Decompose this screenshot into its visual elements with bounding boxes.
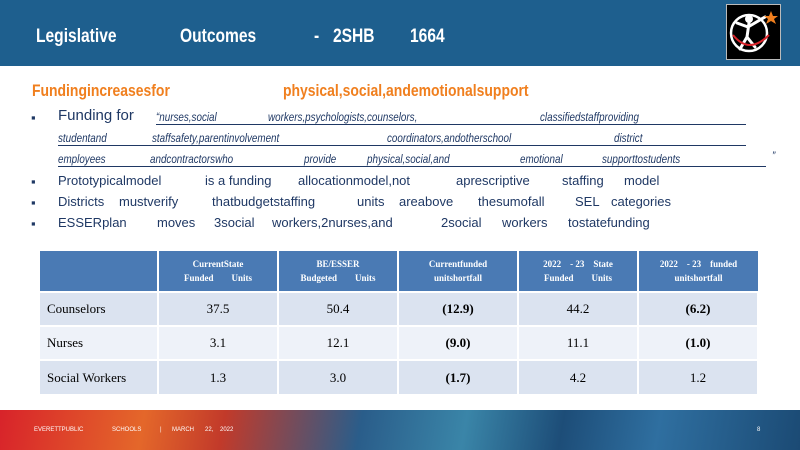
table-cell: 37.5 [158,292,278,326]
table-cell: (12.9) [398,292,518,326]
underline [156,124,746,125]
bullet-text: district [614,131,643,145]
slide-title-word: 2SHB [333,26,375,47]
bullet-text: workers,2nurses,and [272,215,393,230]
bullet-text: 2social [441,215,482,230]
bullet-text: studentand [58,131,107,145]
bullet-text: classifiedstaffproviding [540,110,640,124]
bullet-text: is a funding [205,173,272,188]
bullet-text: ESSERplan [58,215,127,230]
bullet-text: tostatefunding [568,215,650,230]
bullet-text: ” [772,149,776,163]
bullet-text: units [357,194,385,209]
underline [58,166,766,167]
bullet-text: mustverify [119,194,179,209]
slide-title-word: - [314,26,320,47]
staffing-table [40,251,759,394]
footer-text: EVERETTPUBLIC [34,427,84,433]
table-cell: (1.7) [398,360,518,394]
bullet-marker: ▪ [31,216,36,231]
bullet-text: staffing [562,173,604,188]
bullet-text: “nurses,social [156,110,217,124]
table-cell: 12.1 [278,326,398,360]
bullet-marker: ▪ [31,174,36,189]
column-header: CurrentState Funded Units [158,251,278,292]
bullet-text: allocationmodel,not [298,173,411,188]
row-label: Nurses [40,326,158,360]
table-cell: 1.3 [158,360,278,394]
row-label: Counselors [40,292,158,326]
footer-text: 2022 [220,427,234,433]
bullet-lead: Funding for [58,107,134,124]
bullet-text: andcontractorswho [150,152,234,166]
bullet-text: Prototypicalmodel [58,173,162,188]
footer-text: | [160,427,162,433]
bullet-text: model [624,173,660,188]
bullet-text: physical,social,and [367,152,450,166]
slide-title-word: 1664 [410,26,445,47]
bullet-text: coordinators,andotherschool [387,131,512,145]
bullet-text: provide [304,152,337,166]
bullet-marker: ▪ [31,110,36,125]
figure-with-star-logo-icon [726,4,781,60]
table-cell: 44.2 [518,292,638,326]
bullet-text: workers,psychologists,counselors, [268,110,418,124]
bullet-text: aprescriptive [456,173,530,188]
column-header: 2022 - 23 funded unitshortfall [638,251,758,292]
table-cell: 50.4 [278,292,398,326]
table-cell: 3.0 [278,360,398,394]
row-label: Social Workers [40,360,158,394]
column-header [40,251,158,292]
bullet-text: 3social [214,215,255,230]
footer-text: SCHOOLS [112,427,142,433]
bullet-text: staffsafety,parentinvolvement [152,131,280,145]
bullet-text: employees [58,152,106,166]
footer-text: MARCH [172,427,194,433]
slide-title-word: Outcomes [180,26,257,47]
subtitle-part: Fundingincreasesfor [32,81,170,100]
title-bar [0,0,800,66]
table-row [40,326,758,360]
bullet-text: moves [157,215,196,230]
table-cell: 1.2 [638,360,758,394]
bullet-text: supporttostudents [602,152,681,166]
footer-text: 22, [205,427,214,433]
column-header: BE/ESSER Budgeted Units [278,251,398,292]
bullet-text: Districts [58,194,105,209]
table-cell: (1.0) [638,326,758,360]
table-row [40,360,758,394]
bullet-text: thatbudgetstaffing [212,194,316,209]
table-cell: 11.1 [518,326,638,360]
slide-title-word: Legislative [36,26,117,47]
table-cell: 3.1 [158,326,278,360]
subtitle-part: physical,social,andemotionalsupport [283,81,529,100]
bullet-text: thesumofall [478,194,545,209]
table-header-row [40,251,758,292]
column-header: 2022 - 23 State Funded Units [518,251,638,292]
bullet-text: emotional [520,152,563,166]
table-cell: (6.2) [638,292,758,326]
column-header: Currentfunded unitshortfall [398,251,518,292]
bullet-text: workers [502,215,548,230]
table-row [40,292,758,326]
page-number: 8 [757,427,761,433]
bullet-marker: ▪ [31,195,36,210]
bullet-text: areabove [399,194,454,209]
underline [58,145,746,146]
table-cell: 4.2 [518,360,638,394]
bullet-text: SEL [575,194,600,209]
bullet-text: categories [611,194,671,209]
table-cell: (9.0) [398,326,518,360]
